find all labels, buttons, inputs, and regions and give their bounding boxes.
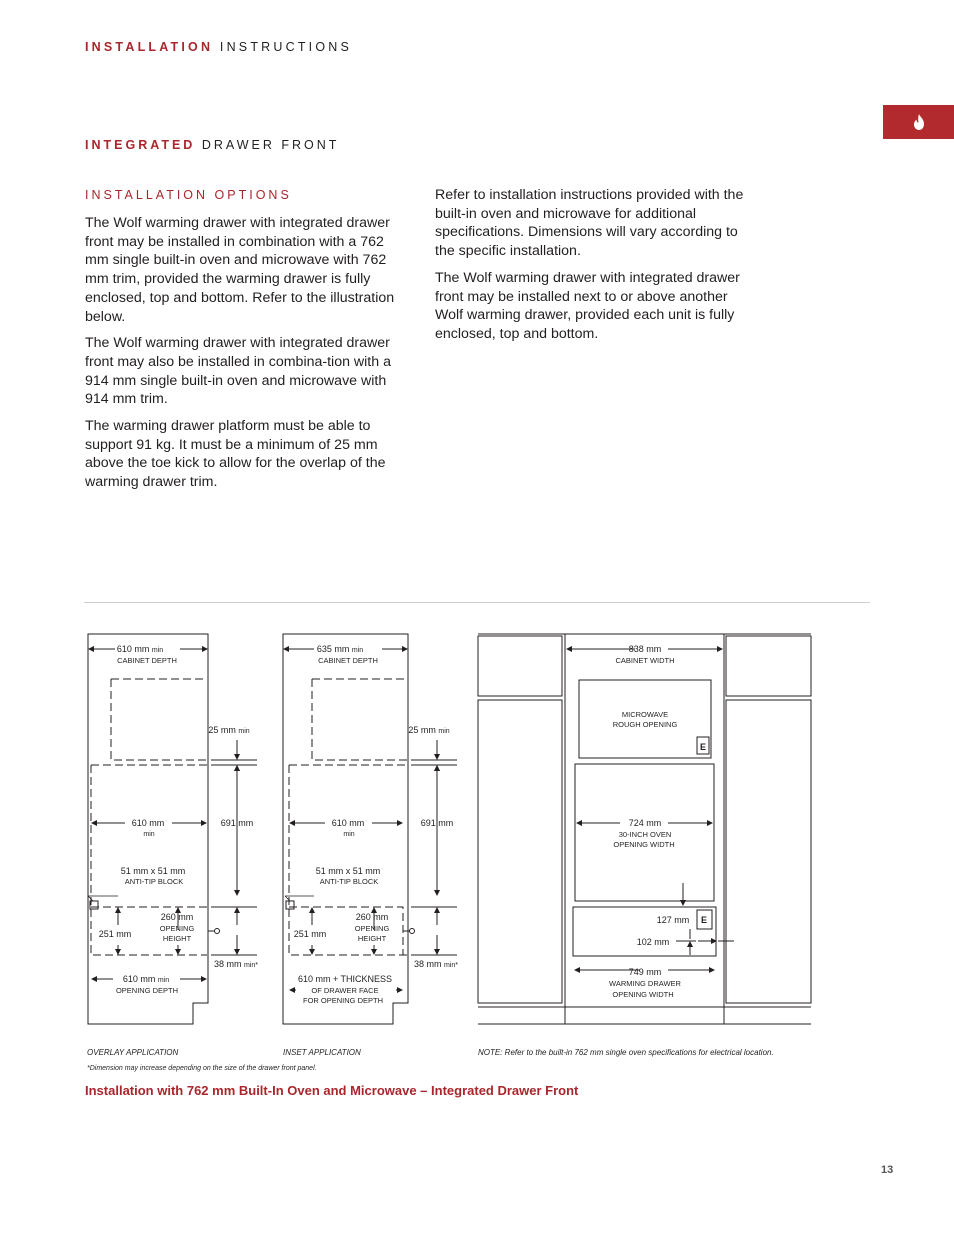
dimension-footnote: *Dimension may increase depending on the size of the drawer front panel. bbox=[87, 1065, 317, 1072]
overlay-inner-depth-min: min bbox=[143, 831, 155, 838]
installation-options-heading: INSTALLATION OPTIONS bbox=[85, 188, 292, 202]
paragraph: The Wolf warming drawer with integrated drawer front may be installed next to or above another Wolf warming drawer, provided each unit is fully enclosed, top and bottom. bbox=[435, 269, 740, 342]
inset-opening-depth-label-1: OF DRAWER FACE bbox=[311, 986, 379, 995]
inset-inner-depth-min: min bbox=[343, 831, 355, 838]
front-elevation bbox=[478, 634, 811, 1024]
outlet-offset: 102 mm bbox=[636, 937, 670, 947]
front-cabinet-width-label: CABINET WIDTH bbox=[615, 656, 675, 665]
section-title-bold: INTEGRATED bbox=[85, 138, 196, 152]
microwave-label-1: MICROWAVE bbox=[621, 710, 669, 719]
inset-anti-tip-size: 51 mm x 51 mm bbox=[315, 866, 381, 876]
overlay-height: 691 mm bbox=[220, 818, 254, 828]
paragraph: The warming drawer platform must be able to support 91 kg. It must be a minimum of 25 mm above the toe kick to allow for the overlap of the warming drawer trim. bbox=[85, 418, 386, 491]
inset-bottom-gap: 38 mm min* bbox=[413, 959, 459, 969]
oven-label-2: OPENING WIDTH bbox=[613, 840, 675, 849]
outlet-label-microwave: E bbox=[699, 742, 707, 752]
inset-cabinet-depth: 635 mm min bbox=[316, 644, 364, 654]
drawer-label-2: OPENING WIDTH bbox=[612, 990, 674, 999]
paragraph: The Wolf warming drawer with integrated drawer front may be installed in combination with a 762 mm single built-in oven and microwave with 762 mm trim, provided the warming drawer is fully enclosed, top and bottom. Refer to the illustration below. bbox=[85, 215, 395, 325]
inset-top-gap: 25 mm min bbox=[408, 725, 450, 735]
front-drawer-width: 749 mm bbox=[628, 967, 662, 977]
overlay-inner-depth: 610 mm bbox=[131, 818, 165, 828]
paragraph: The Wolf warming drawer with integrated drawer front may also be installed in combina-tion with a 914 mm single built-in oven and microwave with 914 mm trim. bbox=[85, 335, 391, 408]
oven-label-1: 30-INCH OVEN bbox=[618, 830, 672, 839]
overlay-cabinet-depth: 610 mm min bbox=[116, 644, 164, 654]
header-bold: INSTALLATION bbox=[85, 40, 214, 54]
overlay-opening-label-1: OPENING bbox=[159, 924, 195, 933]
section-title-light: DRAWER FRONT bbox=[201, 138, 340, 152]
overlay-opening-label-2: HEIGHT bbox=[162, 934, 192, 943]
outlet-height: 127 mm bbox=[656, 915, 690, 925]
electrical-note: NOTE: Refer to the built-in 762 mm single oven specifications for electrical location. bbox=[478, 1048, 774, 1057]
inset-opening-depth: 610 mm + THICKNESS bbox=[297, 974, 393, 984]
outlet-label-drawer: E bbox=[700, 915, 708, 925]
overlay-opening-height: 260 mm bbox=[160, 912, 194, 922]
inset-application-label: INSET APPLICATION bbox=[283, 1048, 361, 1057]
microwave-label-2: ROUGH OPENING bbox=[612, 720, 678, 729]
overlay-bottom-gap: 38 mm min* bbox=[213, 959, 259, 969]
overlay-application-label: OVERLAY APPLICATION bbox=[87, 1048, 179, 1057]
page-number: 13 bbox=[881, 1164, 894, 1176]
inset-height: 691 mm bbox=[420, 818, 454, 828]
inset-opening-label-1: OPENING bbox=[354, 924, 390, 933]
front-cabinet-width: 838 mm bbox=[628, 644, 662, 654]
figure-caption: Installation with 762 mm Built-In Oven and Microwave – Integrated Drawer Front bbox=[85, 1083, 579, 1098]
overlay-anti-tip-label: ANTI-TIP BLOCK bbox=[124, 877, 184, 886]
overlay-opening-depth: 610 mm min bbox=[122, 974, 170, 984]
header-light: INSTRUCTIONS bbox=[219, 40, 353, 54]
inset-opening-height: 260 mm bbox=[355, 912, 389, 922]
overlay-cabinet-depth-label: CABINET DEPTH bbox=[117, 656, 177, 665]
inset-opening-depth-label-2: FOR OPENING DEPTH bbox=[302, 996, 384, 1005]
overlay-opening-depth-label: OPENING DEPTH bbox=[115, 986, 179, 995]
overlay-drawer-height: 251 mm bbox=[98, 929, 132, 939]
overlay-top-gap: 25 mm min bbox=[208, 725, 250, 735]
front-oven-width: 724 mm bbox=[628, 818, 662, 828]
inset-opening-label-2: HEIGHT bbox=[357, 934, 387, 943]
paragraph: Refer to installation instructions provided with the built-in oven and microwave for additional specifications. Dimensions will vary according to the specific installation. bbox=[435, 187, 744, 260]
inset-cabinet-depth-label: CABINET DEPTH bbox=[318, 656, 378, 665]
drawer-label-1: WARMING DRAWER bbox=[609, 979, 681, 988]
inset-drawer-height: 251 mm bbox=[293, 929, 327, 939]
inset-anti-tip-label: ANTI-TIP BLOCK bbox=[319, 877, 379, 886]
inset-inner-depth: 610 mm bbox=[331, 818, 365, 828]
overlay-anti-tip-size: 51 mm x 51 mm bbox=[120, 866, 186, 876]
